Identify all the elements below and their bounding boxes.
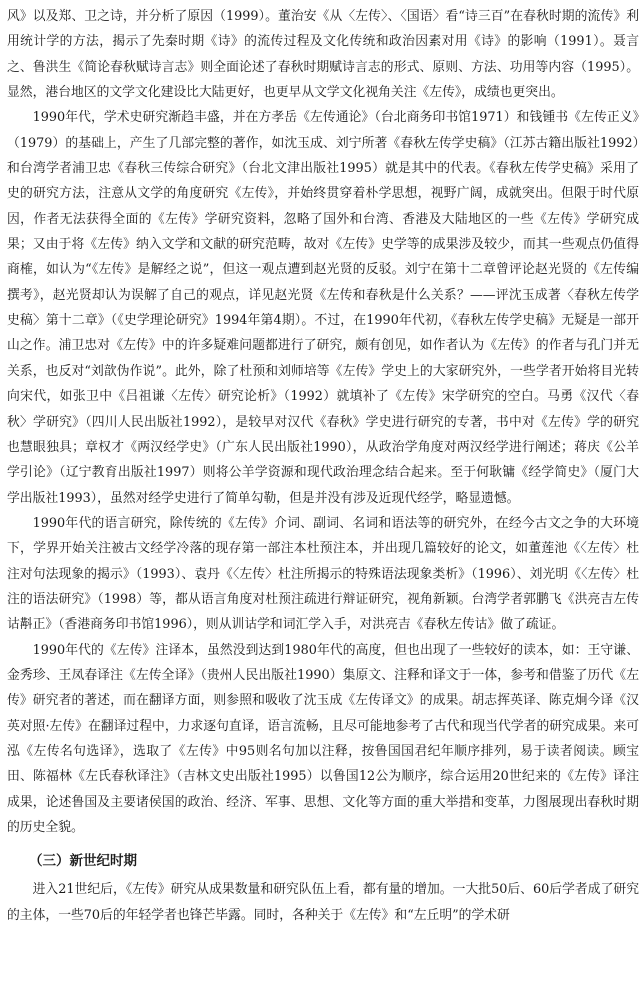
section-heading: （三）新世纪时期 bbox=[29, 853, 137, 870]
paragraph-annotated-translations: 1990年代的《左传》注译本，虽然没到达到1980年代的高度，但也出现了一些较好的读本，如：王守谦、金秀珍、王凤春译注《左传全译》（贵州人民出版社1990）集原文、注释和译文于一体，参考和借鉴了历代《左传》研究者的著述，而在翻译方面，则参照和吸收了沈玉成《左传译文》的成果。胡志挥英译、陈克炯今译《汉英对照·左传》在翻译过程中，力求逐句直译，语言流畅，且尽可能地参考了古代和现当代学者的研究成果。来可泓《左传名句选译》，选取了《左传》中95则名句加以注释，按鲁国国君纪年顺序排列，易于读者阅读。顾宝田、陈福林《左氏春秋译注》（吉林文史出版社1995）以鲁国12公为顺序，综合运用20世纪来的《左传》译注成果，论述鲁国及主要诸侯国的政治、经济、军事、思想、文化等方面的重大举措和变革，力图展现出春秋时期的历史全貌。 bbox=[7, 642, 639, 835]
paragraph-language-research: 1990年代的语言研究，除传统的《左传》介词、副词、名词和语法等的研究外，在经今古文之争的大环境下，学界开始关注被古文经学冷落的现存第一部注本杜预注本，并出现几篇较好的论文，如董莲池《〈左传〉杜注对句法现象的揭示》（1993）、袁丹《〈左传〉杜注所揭示的特殊语法现象类析》（1996）、刘光明《〈左传〉杜注的语法研究》（1998）等，都从语言角度对杜预注疏进行辩证研究，视角新颖。台湾学者郭鹏飞《洪亮吉左传诂斠正》（香港商务印书馆1996），则从训诂学和词汇学入手，对洪亮吉《春秋左传诂》做了疏证。 bbox=[7, 515, 639, 633]
paragraph-new-century: 进入21世纪后，《左传》研究从成果数量和研究队伍上看，都有量的增加。一大批50后、60后学者成了研究的主体，一些70后的年轻学者也锋芒毕露。同时，各种关于《左传》和“左丘明”的学术研 bbox=[7, 882, 639, 923]
paragraph-scholarship-history: 1990年代，学术史研究渐趋丰盛，并在方孝岳《左传通论》（台北商务印书馆1971）和钱锺书《左传正义》（1979）的基础上，产生了几部完整的著作，如沈玉成、刘宁所著《春秋左传学史稿》（江苏古籍出版社1992）和台湾学者浦卫忠《春秋三传综合研究》（台北文津出版社1995）就是其中的代表。《春秋左传学史稿》采用了史的研究方法，注意从文学的角度研究《左传》，并始终贯穿着朴学思想，视野广阔，成就突出。但限于时代原因，作者无法获得全面的《左传》学研究资料，忽略了国外和台湾、香港及大陆地区的一些《左传》学研究成果；又由于将《左传》纳入文学和文献的研究范畴，故对《左传》史学等的成果涉及较少，而其一些观点仍值得商榷，如认为“《左传》是解经之说”，但这一观点遭到赵光贤的反驳。刘宁在第十二章曾评论赵光贤的《左传编撰考》，赵光贤却认为误解了自己的观点，详见赵光贤《左传和春秋是什么关系？——评沈玉成著〈春秋左传学史稿〉第十二章》（《史学理论研究》1994年第4期）。不过，在1990年代初，《春秋左传学史稿》无疑是一部开山之作。浦卫忠对《左传》中的许多疑难问题都进行了研究，颇有创见，如作者认为《左传》的作者与孔门并无关系，也反对“刘歆伪作说”。此外，除了杜预和刘师培等《左传》学史上的大家研究外，一些学者开始将目光转向宋代，如张卫中《吕祖谦〈左传〉研究论析》（1992）就填补了《左传》宋学研究的空白。马勇《汉代〈春秋〉学研究》（四川人民出版社1992），是较早对汉代《春秋》学史进行研究的专著，书中对《左传》学的研究也慧眼独具；章权才《两汉经学史》（广东人民出版社1990），从政治学角度对两汉经学进行阐述；蒋庆《公羊学引论》（辽宁教育出版社1997）则将公羊学资源和现代政治理念结合起来。至于何耿镛《经学简史》（厦门大学出版社1993），虽然对经学史进行了简单勾勒，但是并没有涉及近现代经学，略显遗憾。 bbox=[7, 110, 639, 506]
document-page bbox=[7, 4, 639, 984]
paragraph-continued: 风》以及郑、卫之诗，并分析了原因（1999）。董治安《从〈左传〉、〈国语〉看“诗三百”在春秋时期的流传》利用统计学的方法，揭示了先秦时期《诗》的流传过程及文化传统和政治因素对用《诗》的影响（1991）。聂言之、鲁洪生《简论春秋赋诗言志》则全面论述了春秋时期赋诗言志的形式、原则、方法、功用等内容（1995）。显然，港台地区的文学文化建设比大陆更好，也更早从文学文化视角关注《左传》，成绩也更突出。 bbox=[7, 9, 639, 101]
